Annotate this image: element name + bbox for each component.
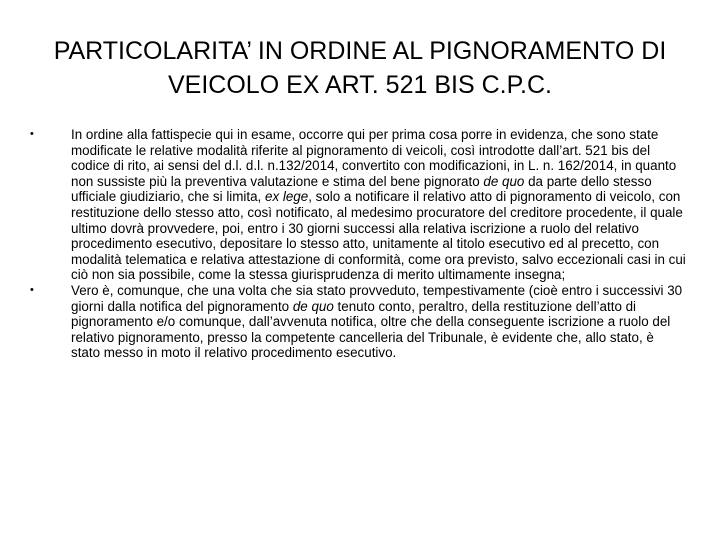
slide-title-line-1: PARTICOLARITA’ IN ORDINE AL PIGNORAMENTO DI	[53, 37, 667, 65]
bullet-icon: •	[30, 128, 34, 140]
text-segment: tenuto conto, peraltro, della restituzione dell’atto di pignoramento e/o comunque, dall’avvenuta notifica, oltre che della conseguente iscrizione a ruolo del relativo pignoramento, presso la competente cancelleria del Tribunale, è evidente che, allo stato, è stato messo in moto il relativo procedimento esecutivo.	[71, 298, 671, 361]
text-segment: In ordine alla fattispecie qui in esame, occorre qui per prima cosa porre in evidenza, che sono state modificate le relative modalità riferite al pignoramento di veicoli, così introdotte dall’art. 521 bis del codice di rito, ai sensi del d.l. d.l. n.132/2014, convertito con modificazioni, in L. n. 162/2014, in quanto non sussiste più la preventiva valutazione e stima del bene pignorato	[71, 127, 677, 189]
bullet-text-2	[71, 283, 686, 361]
text-segment: , solo a notificare il relativo atto di pignoramento di veicolo, con restituzione dello stesso atto, così notificato, al medesimo procuratore del creditore procedente, il quale ultimo dovrà provvedere, poi, entro i 30 giorni successi alla relativa iscrizione a ruolo del relativo procedimento esecutivo, depositare lo stesso atto, unitamente al titolo esecutivo ed al precetto, con modalità telematica e relativa attestazione di conformità, come ora previsto, salvo eccezionali casi in cui ciò non sia possibile, come la stessa giurisprudenza di merito ultimamente insegna;	[71, 189, 686, 283]
bullet-text-1	[71, 127, 686, 283]
bullet-list	[30, 127, 686, 361]
slide-title	[40, 34, 680, 102]
bullet-icon: •	[30, 283, 34, 296]
text-segment-italic: de quo	[292, 298, 334, 314]
bullet-item-2	[30, 283, 686, 361]
slide-title-line-2: VEICOLO EX ART. 521 BIS C.P.C.	[168, 71, 552, 99]
text-segment-italic: ex lege	[265, 189, 309, 205]
text-segment: Vero è, comunque, che una volta che sia stato provveduto, tempestivamente (cioè entro i successivi 30 giorni dalla notifica del pignoramento	[71, 282, 683, 314]
bullet-item-1	[30, 127, 686, 283]
text-segment: da parte dello stesso ufficiale giudiziario, che si limita,	[71, 173, 652, 205]
text-segment-italic: de quo	[483, 173, 525, 189]
